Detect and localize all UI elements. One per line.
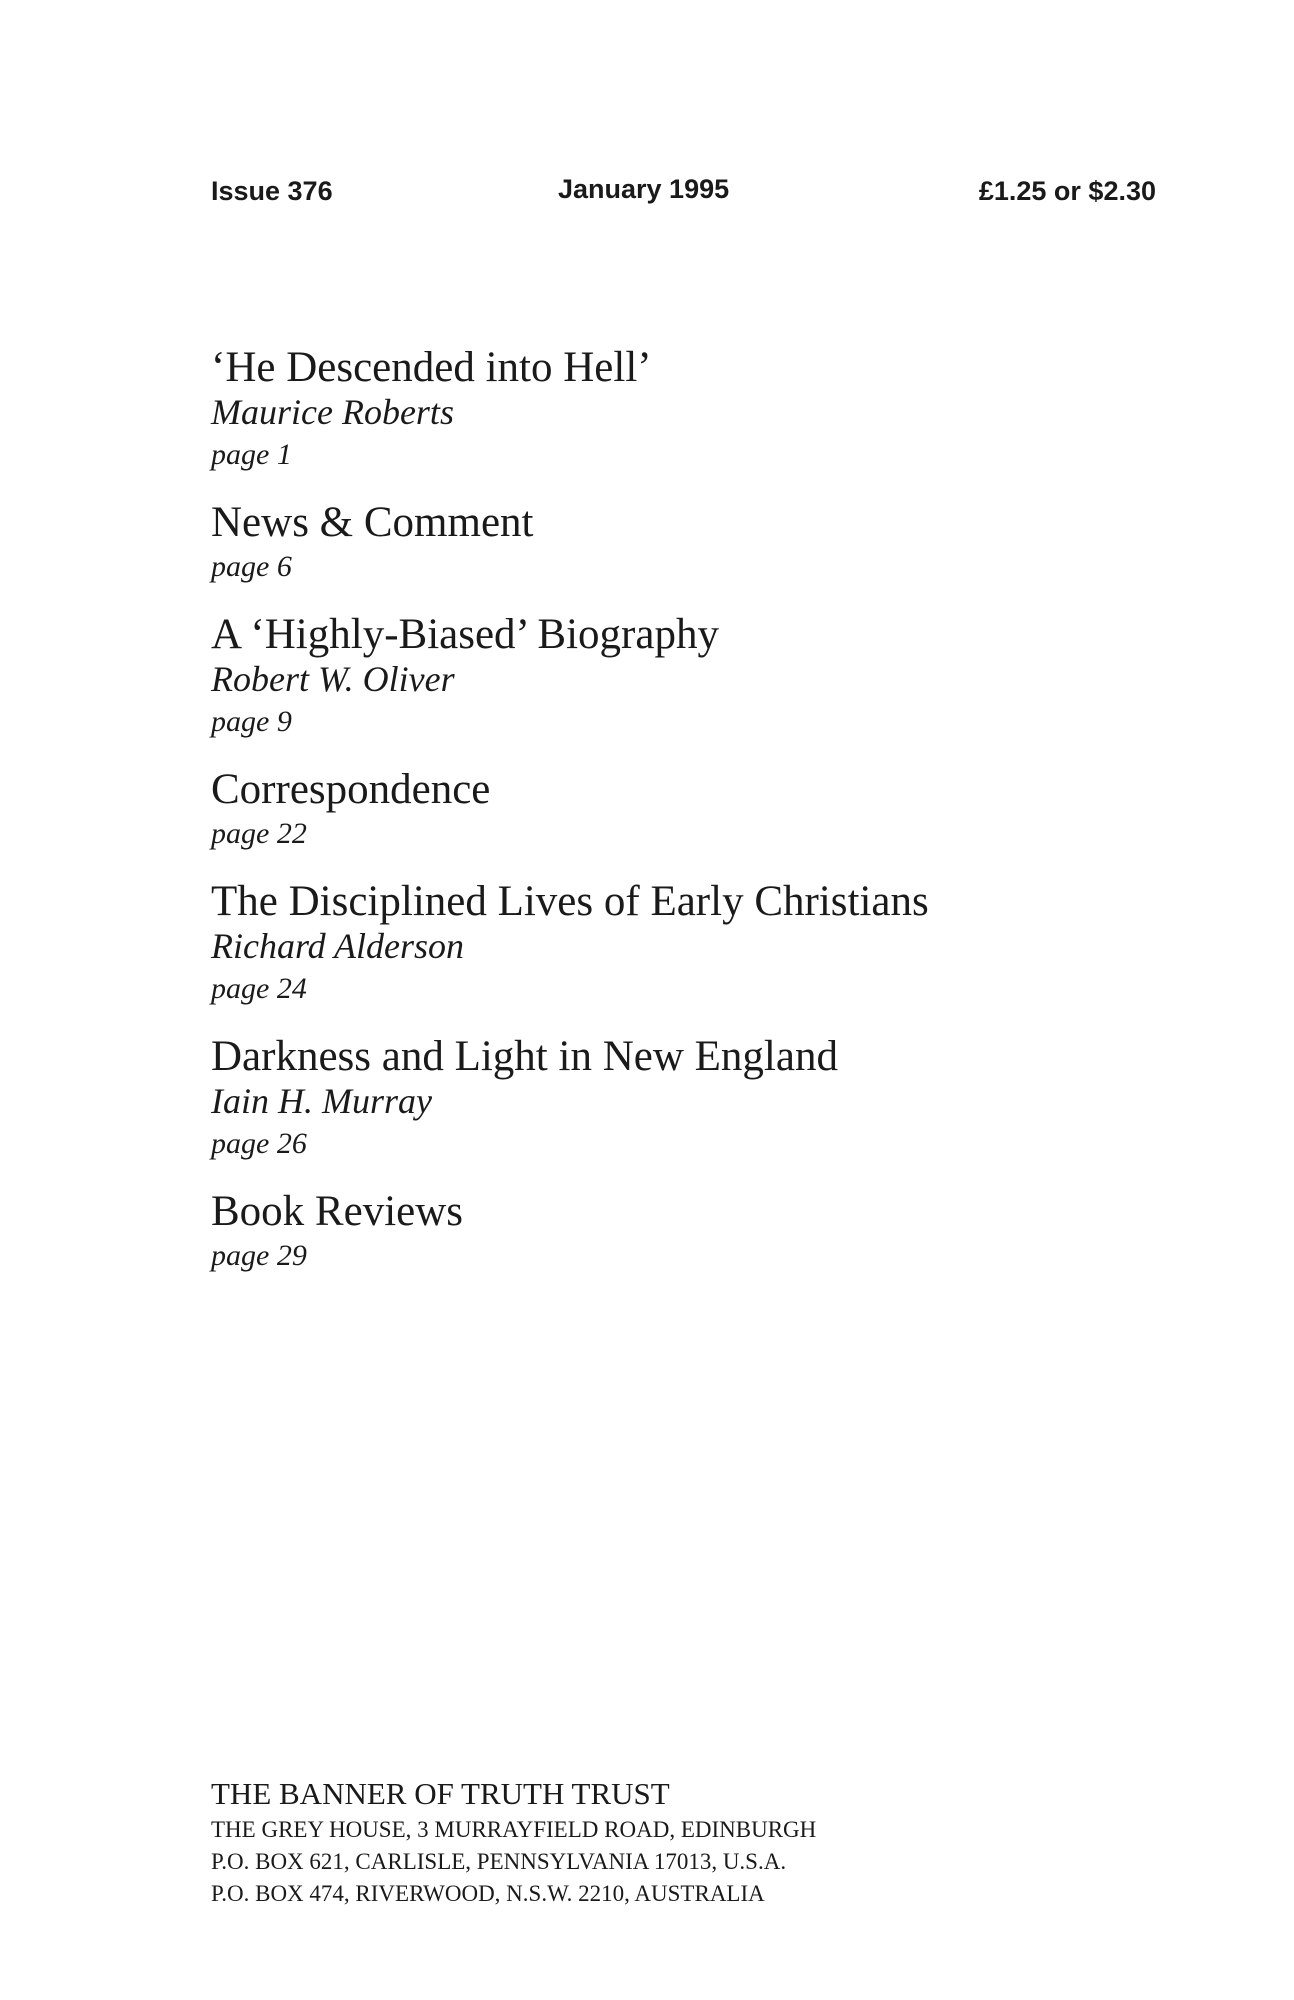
article-title: Book Reviews [211, 1188, 464, 1235]
contents-entry [211, 1188, 1211, 1276]
article-title: ‘He Descended into Hell’ [211, 344, 652, 391]
publisher-name: THE BANNER OF TRUTH TRUST [211, 1776, 670, 1811]
article-page: page 22 [211, 817, 307, 850]
contents-entry [211, 611, 1211, 742]
article-title: Correspondence [211, 766, 491, 813]
table-of-contents [211, 344, 1211, 1300]
article-page: page 24 [211, 972, 307, 1005]
publisher-address: THE GREY HOUSE, 3 MURRAYFIELD ROAD, EDINBURGH [211, 1817, 817, 1842]
article-page: page 9 [211, 705, 292, 738]
contents-entry [211, 878, 1211, 1009]
article-author: Iain H. Murray [211, 1081, 432, 1121]
article-title: A ‘Highly-Biased’ Biography [211, 611, 719, 658]
issue-header [211, 176, 1156, 216]
article-page: page 1 [211, 438, 292, 471]
article-title: News & Comment [211, 499, 534, 546]
publisher-address: P.O. BOX 621, CARLISLE, PENNSYLVANIA 17013, U.S.A. [211, 1849, 787, 1874]
contents-entry [211, 499, 1211, 587]
article-title: Darkness and Light in New England [211, 1033, 838, 1080]
contents-entry [211, 1033, 1211, 1164]
article-author: Robert W. Oliver [211, 659, 455, 699]
article-author: Richard Alderson [211, 926, 464, 966]
article-page: page 26 [211, 1127, 307, 1160]
publisher-address: P.O. BOX 474, RIVERWOOD, N.S.W. 2210, AUSTRALIA [211, 1881, 765, 1906]
article-page: page 6 [211, 550, 292, 583]
contents-entry [211, 344, 1211, 475]
article-title: The Disciplined Lives of Early Christians [211, 878, 929, 925]
issue-number: Issue 376 [211, 176, 333, 206]
article-page: page 29 [211, 1239, 307, 1272]
publisher-footer [211, 1774, 816, 1910]
issue-date: January 1995 [558, 174, 730, 204]
article-author: Maurice Roberts [211, 392, 454, 432]
issue-price: £1.25 or $2.30 [978, 176, 1156, 206]
contents-entry [211, 766, 1211, 854]
